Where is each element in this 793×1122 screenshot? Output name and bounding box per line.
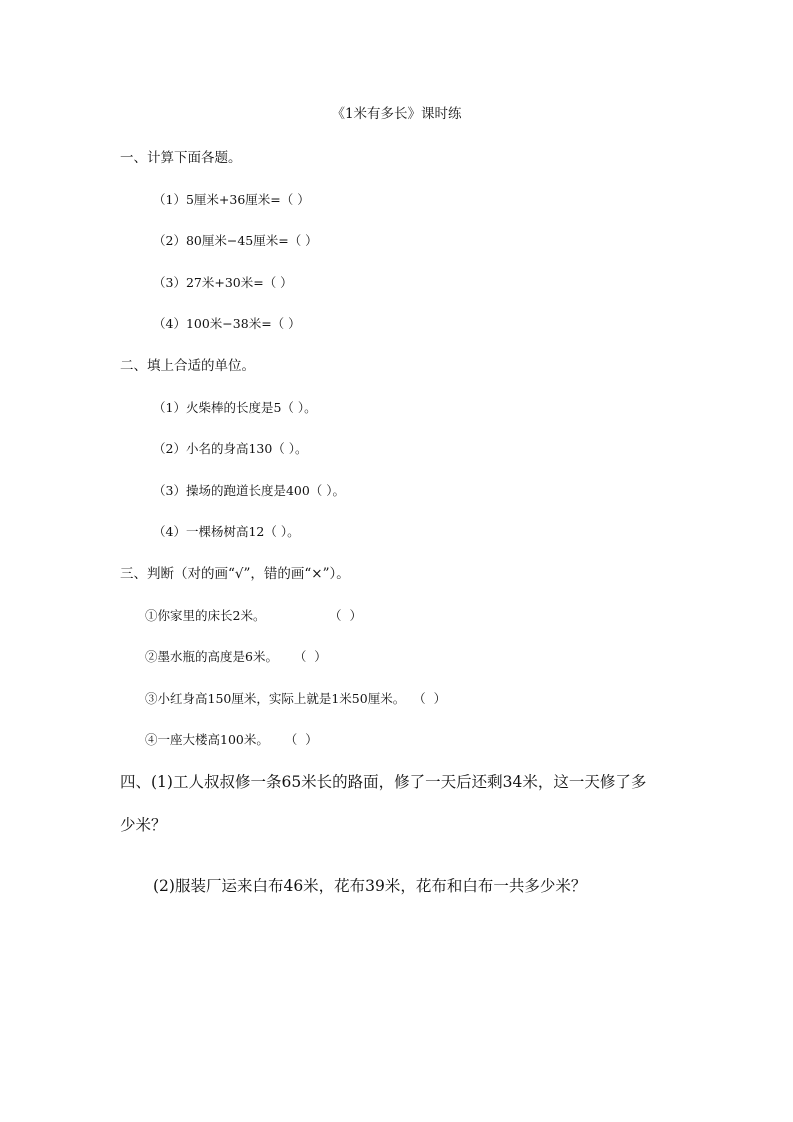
section-3-item-3: ③小红身高150厘米，实际上就是1米50厘米。 （ ） xyxy=(145,691,447,706)
section-1-item-4: （4）100米−38米=（ ） xyxy=(153,316,301,331)
section-3-item-1: ①你家里的床长2米。 （ ） xyxy=(145,608,362,623)
section-2-item-2: （2）小名的身高130（ ）。 xyxy=(153,441,308,456)
section-2-item-3: （3）操场的跑道长度是400（ ）。 xyxy=(153,483,346,498)
section-3-item-2: ②墨水瓶的高度是6米。 （ ） xyxy=(145,649,327,664)
section-1-item-2: （2）80厘米−45厘米=（ ） xyxy=(153,233,318,248)
section-1-item-3: （3）27米+30米=（ ） xyxy=(153,275,293,290)
section-4-question-1-line-2: 少米？ xyxy=(120,816,167,834)
worksheet-title: 《1米有多长》课时练 xyxy=(331,106,462,122)
section-3-item-4: ④一座大楼高100米。 （ ） xyxy=(145,732,318,747)
section-2-item-4: （4）一棵杨树高12（ ）。 xyxy=(153,524,300,539)
section-4-question-1-line-1: 四、(1)工人叔叔修一条65米长的路面，修了一天后还剩34米，这一天修了多 xyxy=(120,773,647,791)
section-3-heading: 三、判断（对的画“√”，错的画“×”）。 xyxy=(120,566,350,582)
section-1-item-1: （1）5厘米+36厘米=（ ） xyxy=(153,192,310,207)
section-4-question-2: (2)服装厂运来白布46米，花布39米，花布和白布一共多少米？ xyxy=(153,877,587,895)
section-2-heading: 二、填上合适的单位。 xyxy=(120,358,255,374)
section-2-item-1: （1）火柴棒的长度是5（ ）。 xyxy=(153,400,317,415)
section-1-heading: 一、计算下面各题。 xyxy=(120,150,242,166)
